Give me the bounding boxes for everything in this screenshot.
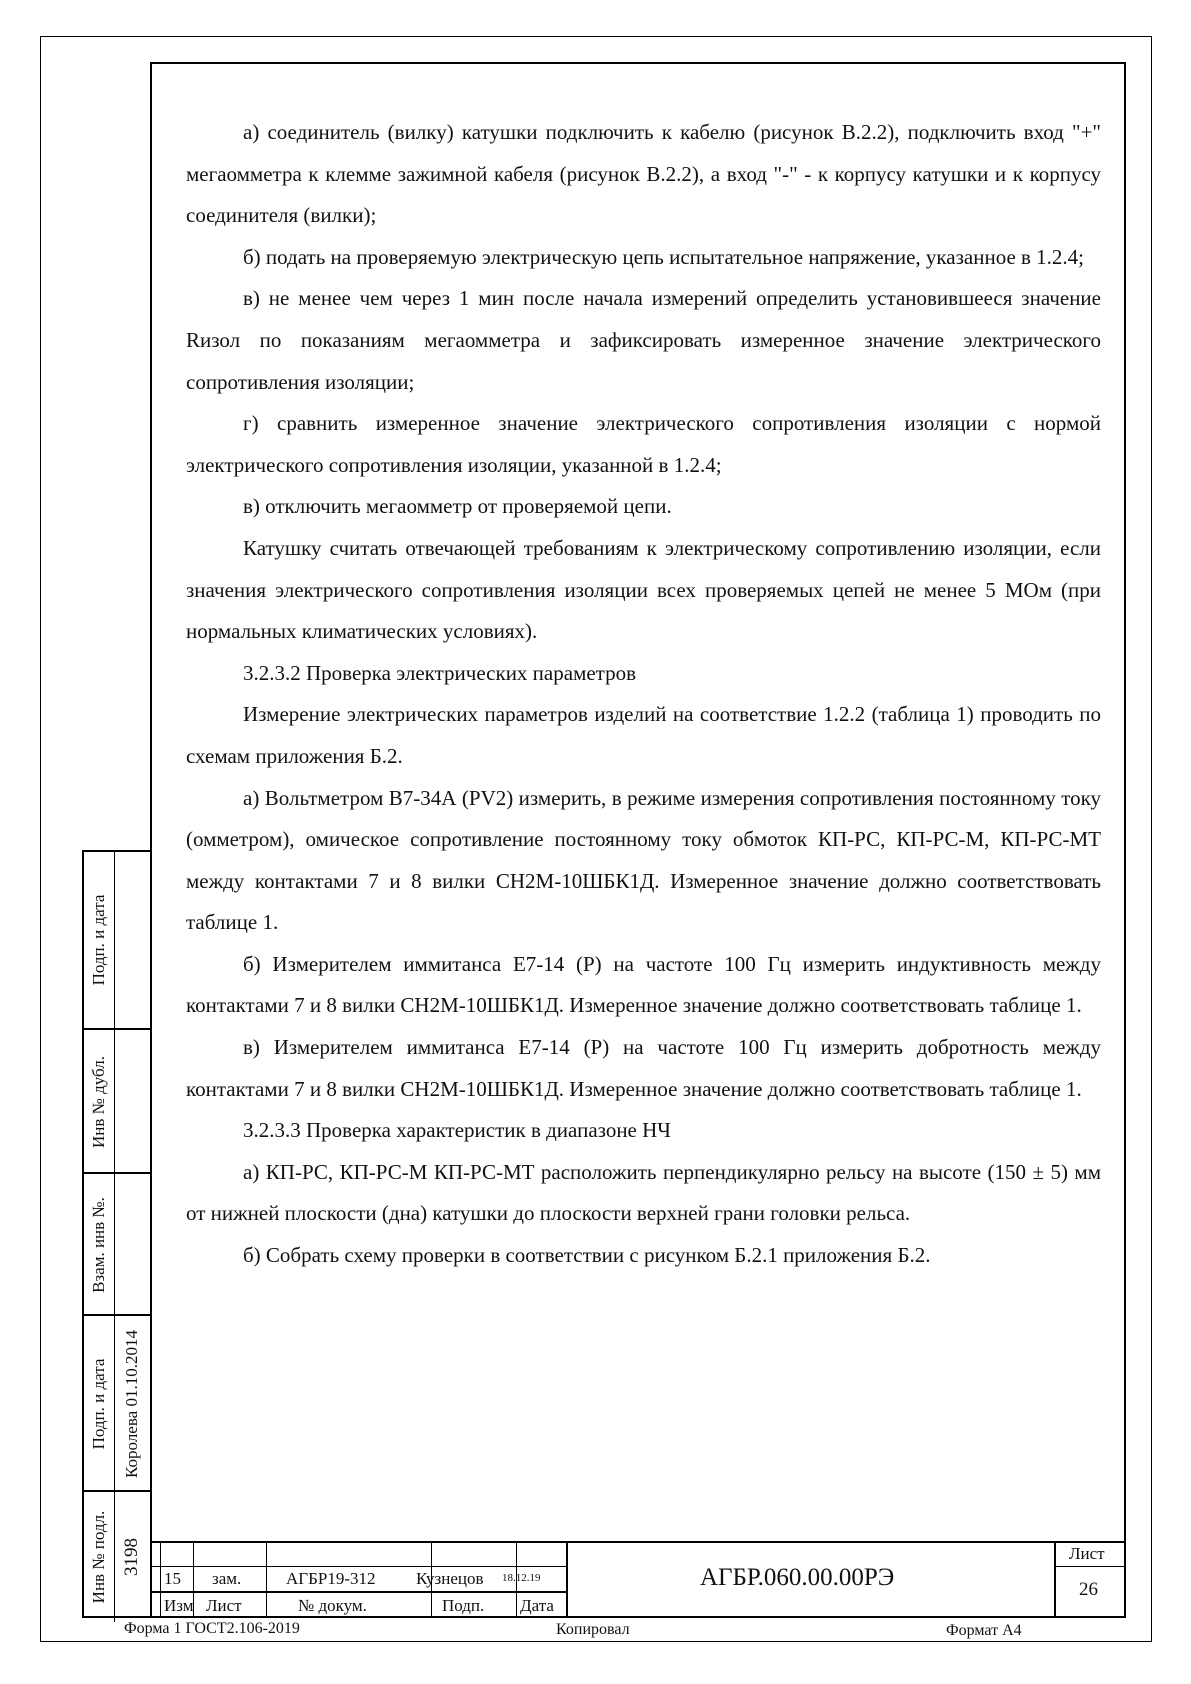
title-block xyxy=(150,1541,1126,1618)
side-label: Подп. и дата xyxy=(89,894,108,986)
paragraph: б) подать на проверяемую электрическую цепь испытательное напряжение, указанное в 1.2.4; xyxy=(243,244,1085,269)
sheet-number: 26 xyxy=(1079,1579,1098,1600)
side-row-podp-data-1 xyxy=(84,852,150,1028)
side-label: Подп. и дата xyxy=(89,1358,108,1450)
paragraph: а) соединитель (вилку) катушки подключить к кабелю (рисунок В.2.2), подключить вход "+" мегаомметра к клемме зажимной кабеля (рисунок В.2.2), а вход "-" - к корпусу катушки и к корпусу соединителя (вилки); xyxy=(186,120,1101,228)
header-izm: Изм xyxy=(164,1596,194,1615)
paragraph: а) КП-РС, КП-РС-М КП-РС-МТ расположить перпендикулярно рельсу на высоте (150 ± 5) мм от нижней плоскости (дна) катушки до плоскости верхней грани головки рельса. xyxy=(186,1159,1101,1226)
side-label: Взам. инв №. xyxy=(89,1197,108,1293)
side-row-podp-data-2 xyxy=(84,1314,150,1492)
side-row-inv-podl xyxy=(84,1490,150,1622)
list-value: зам. xyxy=(212,1569,242,1588)
side-stamp xyxy=(82,850,150,1618)
paragraph: в) отключить мегаомметр от проверяемой цепи. xyxy=(243,494,672,519)
side-row-vzam-inv xyxy=(84,1172,150,1316)
header-doc-number: № докум. xyxy=(298,1596,367,1615)
paragraph: в) Измерителем иммитанса Е7-14 (Р) на частоте 100 Гц измерить добротность между контактами 7 и 8 вилки СН2М-10ШБК1Д. Измеренное значение должно соответствовать таблице 1. xyxy=(186,1035,1101,1101)
document-body xyxy=(186,112,1101,1277)
paragraph: б) Измерителем иммитанса Е7-14 (Р) на частоте 100 Гц измерить индуктивность между контактами 7 и 8 вилки СН2М-10ШБК1Д. Измеренное значение должно соответствовать таблице 1. xyxy=(186,951,1101,1018)
side-label: Инв № дубл. xyxy=(89,1055,108,1149)
paragraph: г) сравнить измеренное значение электрического сопротивления изоляции с нормой электрического сопротивления изоляции, указанной в 1.2.4; xyxy=(186,411,1101,477)
doc-number-value: АГБР19-312 xyxy=(286,1569,376,1588)
paragraph: Измерение электрических параметров изделий на соответствие 1.2.2 (таблица 1) проводить по схемам приложения Б.2. xyxy=(186,702,1101,768)
paragraph: а) Вольтметром В7-34А (PV2) измерить, в режиме измерения сопротивления постоянному току (омметром), омическое сопротивление постоянному току обмоток КП-РС, КП-РС-М, КП-РС-МТ между контактами 7 и 8 вилки СН2М-10ШБК1Д. Измеренное значение должно соответствовать таблице 1. xyxy=(186,785,1101,935)
paragraph: в) не менее чем через 1 мин после начала измерений определить установившееся значение Rизол по показаниям мегаомметра и зафиксировать измеренное значение электрического сопротивления изоляции; xyxy=(186,286,1101,394)
side-value: 3198 xyxy=(121,1538,142,1576)
sheet-label: Лист xyxy=(1069,1544,1105,1563)
side-label: Инв № подл. xyxy=(89,1510,108,1604)
footer-copied: Копировал xyxy=(556,1621,630,1638)
section-heading: 3.2.3.2 Проверка электрических параметров xyxy=(243,660,637,685)
document-designation: АГБР.060.00.00РЭ xyxy=(700,1564,895,1591)
paragraph: Катушку считать отвечающей требованиям к электрическому сопротивлению изоляции, если значения электрического сопротивления изоляции всех проверяемых цепей не менее 5 МОм (при нормальных климатических условиях). xyxy=(186,535,1101,644)
footer-form: Форма 1 ГОСТ2.106-2019 xyxy=(124,1620,300,1637)
izm-value: 15 xyxy=(164,1569,181,1588)
header-podp: Подп. xyxy=(442,1596,485,1615)
paragraph: б) Собрать схему проверки в соответствии с рисунком Б.2.1 приложения Б.2. xyxy=(243,1243,931,1268)
side-row-inv-dubl xyxy=(84,1028,150,1174)
header-list: Лист xyxy=(206,1596,242,1615)
signer-name: Кузнецов xyxy=(416,1569,484,1588)
footer-format: Формат А4 xyxy=(946,1622,1022,1639)
header-date: Дата xyxy=(520,1596,554,1615)
sign-date: 18.12.19 xyxy=(502,1572,541,1584)
side-value: Королева 01.10.2014 xyxy=(122,1330,141,1478)
section-heading: 3.2.3.3 Проверка характеристик в диапазоне НЧ xyxy=(243,1118,671,1143)
